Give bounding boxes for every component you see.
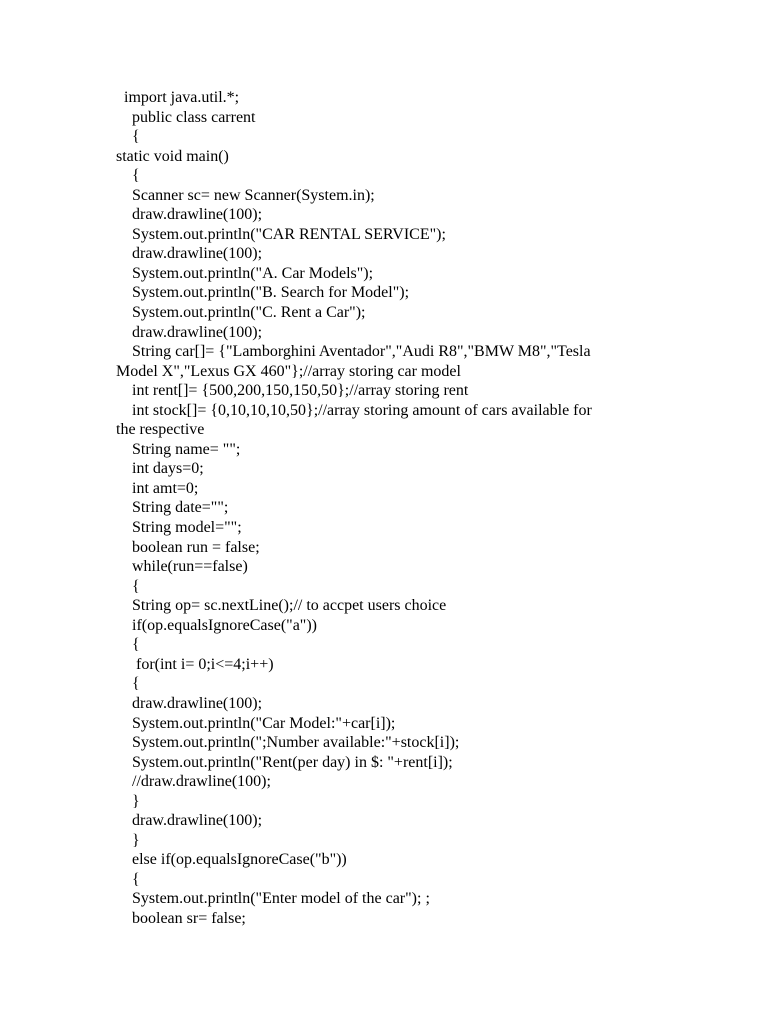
code-line: {	[116, 675, 140, 693]
code-line: System.out.println("C. Rent a Car");	[116, 304, 366, 322]
code-listing	[116, 88, 676, 929]
code-line: Scanner sc= new Scanner(System.in);	[116, 186, 375, 204]
code-line: System.out.println("A. Car Models");	[116, 264, 374, 282]
code-line: the respective	[116, 421, 205, 439]
code-line: draw.drawline(100);	[116, 812, 263, 830]
code-line: draw.drawline(100);	[116, 245, 263, 263]
code-line: {	[116, 870, 140, 888]
code-line: System.out.println("B. Search for Model");	[116, 284, 410, 302]
code-line: if(op.equalsIgnoreCase("a"))	[116, 616, 317, 634]
code-line: draw.drawline(100);	[116, 206, 263, 224]
code-line: for(int i= 0;i<=4;i++)	[116, 655, 274, 673]
code-line: int days=0;	[116, 460, 204, 478]
code-line: }	[116, 792, 140, 810]
code-line: Model X","Lexus GX 460"};//array storing car model	[116, 362, 461, 380]
code-line: String date="";	[116, 499, 229, 517]
code-line: System.out.println("CAR RENTAL SERVICE");	[116, 225, 446, 243]
code-line: else if(op.equalsIgnoreCase("b"))	[116, 851, 347, 869]
code-line: import java.util.*;	[116, 89, 240, 106]
code-line: draw.drawline(100);	[116, 323, 263, 341]
code-line: {	[116, 128, 140, 146]
code-line: {	[116, 636, 140, 654]
code-line: {	[116, 167, 140, 185]
code-line: boolean sr= false;	[116, 909, 246, 927]
code-line: draw.drawline(100);	[116, 694, 263, 712]
code-line: boolean run = false;	[116, 538, 260, 556]
code-line: System.out.println("Car Model:"+car[i]);	[116, 714, 396, 732]
code-line: String car[]= {"Lamborghini Aventador","Audi R8","BMW M8","Tesla	[116, 343, 591, 361]
code-line: //draw.drawline(100);	[116, 773, 271, 791]
code-line: System.out.println("Enter model of the car"); ;	[116, 890, 430, 908]
code-line: int amt=0;	[116, 479, 199, 497]
code-line: int stock[]= {0,10,10,10,50};//array storing amount of cars available for	[116, 401, 592, 419]
code-line: System.out.println("Rent(per day) in $: "+rent[i]);	[116, 753, 453, 771]
code-line: String model="";	[116, 519, 242, 537]
code-line: }	[116, 831, 140, 849]
code-line: while(run==false)	[116, 558, 248, 576]
code-line: String op= sc.nextLine();// to accpet users choice	[116, 597, 447, 615]
code-line: int rent[]= {500,200,150,150,50};//array storing rent	[116, 382, 469, 400]
code-line: static void main()	[116, 147, 229, 165]
code-line: public class carrent	[116, 108, 256, 126]
code-line: String name= "";	[116, 440, 241, 458]
code-line: {	[116, 577, 140, 595]
code-line: System.out.println(";Number available:"+stock[i]);	[116, 734, 460, 752]
